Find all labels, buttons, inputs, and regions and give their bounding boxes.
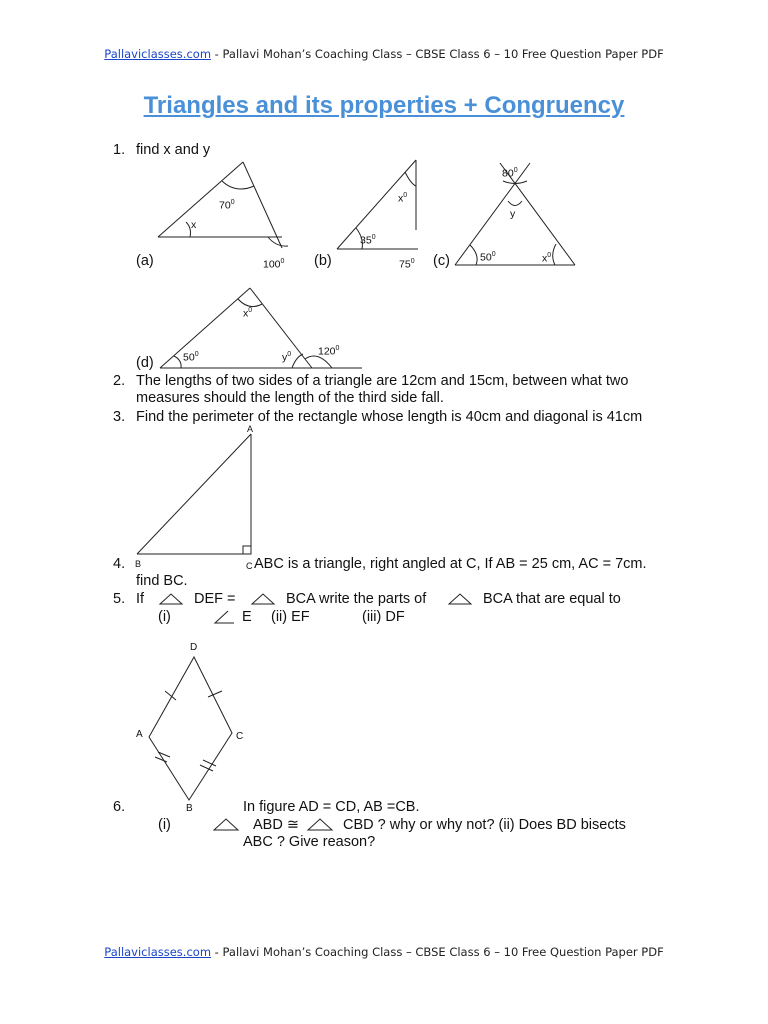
q4-line2: find BC. (136, 573, 188, 589)
q6-number: 6. (113, 799, 126, 815)
figure-q6-kite (149, 657, 232, 800)
figure-b (337, 160, 418, 249)
q1-text: find x and y (136, 142, 211, 158)
q2-number: 2. (113, 373, 126, 389)
a-angle-100: $100^0$ (263, 258, 285, 271)
q4-label-c: C (246, 561, 253, 571)
d-angle-x: $x^0$ (243, 307, 253, 320)
page-title: Triangles and its properties + Congruency (143, 92, 625, 119)
q2-line1: The lengths of two sides of a triangle are 12cm and 15cm, between what two (136, 373, 629, 389)
q4-line1: ABC is a triangle, right angled at C, If AB = 25 cm, AC = 7cm. (254, 556, 647, 572)
b-angle-75: $75^0$ (399, 258, 415, 271)
triangle-symbol-bca-1 (252, 594, 274, 604)
q6-label-d: D (190, 642, 198, 653)
q6-label-c: C (236, 731, 244, 742)
header-text: - Pallavi Mohan’s Coaching Class – CBSE Class 6 – 10 Free Question Paper PDF (211, 47, 664, 61)
figure-q4-triangle (137, 434, 251, 554)
q4-label-a: A (247, 424, 254, 434)
q5-bca2: BCA that are equal to (483, 591, 621, 607)
triangle-symbol-cbd (308, 819, 332, 830)
fig-b-tag: (b) (314, 253, 332, 269)
q6-i: (i) (158, 817, 171, 833)
q5-ii: (ii) EF (271, 609, 310, 625)
footer-text: - Pallavi Mohan’s Coaching Class – CBSE Class 6 – 10 Free Question Paper PDF (211, 945, 664, 959)
fig-d-tag: (d) (136, 355, 154, 371)
q6-label-a: A (136, 729, 143, 740)
footer-site-link[interactable]: Pallaviclasses.com (104, 945, 212, 959)
c-angle-50: $50^0$ (480, 251, 496, 264)
q4-label-b: B (135, 559, 142, 569)
q5-e: E (242, 609, 252, 625)
q6-cbd: CBD ? why or why not? (ii) Does BD bisects (343, 817, 626, 833)
q2-line2: measures should the length of the third side fall. (136, 390, 444, 406)
q6-line3: ABC ? Give reason? (243, 834, 376, 850)
q5-i: (i) (158, 609, 171, 625)
q5-bca1: BCA write the parts of (286, 591, 427, 607)
q6-line1: In figure AD = CD, AB =CB. (243, 799, 420, 815)
q1-number: 1. (113, 142, 126, 158)
site-link[interactable]: Pallaviclasses.com (104, 47, 212, 61)
fig-c-tag: (c) (433, 253, 450, 269)
q3-number: 3. (113, 409, 126, 425)
triangle-symbol-bca-2 (449, 594, 471, 604)
a-angle-x: x (191, 219, 197, 231)
q5-number: 5. (113, 591, 126, 607)
q5-iii: (iii) DF (362, 609, 405, 625)
b-angle-35: $35^0$ (360, 234, 376, 247)
d-angle-y: $y^0$ (282, 351, 292, 364)
q6-label-b: B (186, 803, 193, 814)
c-angle-y: y (510, 208, 516, 220)
d-angle-120: $120^0$ (318, 345, 340, 358)
c-angle-80: $80^0$ (502, 167, 518, 180)
fig-a-tag: (a) (136, 253, 154, 269)
angle-symbol-e (215, 611, 234, 623)
d-angle-50: $50^0$ (183, 351, 199, 364)
page-footer (0, 945, 768, 959)
q4-number: 4. (113, 556, 126, 572)
c-angle-x: $x^0$ (542, 252, 552, 265)
b-angle-x: $x^0$ (398, 192, 408, 205)
q6-abd: ABD ≅ (253, 817, 299, 833)
q5-def: DEF = (194, 591, 236, 607)
q5-if: If (136, 591, 145, 607)
a-angle-70: $70^0$ (219, 199, 235, 212)
q3-text: Find the perimeter of the rectangle whose length is 40cm and diagonal is 41cm (136, 409, 643, 425)
triangle-symbol-abd (214, 819, 238, 830)
triangle-symbol-def (160, 594, 182, 604)
